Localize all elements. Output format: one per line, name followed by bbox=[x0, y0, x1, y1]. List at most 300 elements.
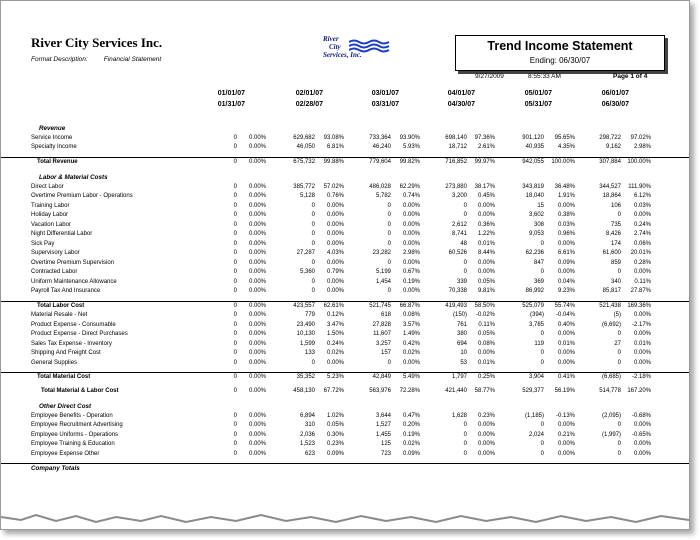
section-header bbox=[1, 124, 689, 134]
percent-cell: 0.00% bbox=[326, 359, 344, 366]
amount-cell: 0 bbox=[233, 278, 237, 285]
percent-cell: 99.88% bbox=[323, 158, 344, 165]
amount-cell: 0 bbox=[463, 431, 467, 438]
percent-cell: 167.20% bbox=[627, 387, 651, 394]
amount-cell: 60,526 bbox=[448, 250, 467, 256]
amount-cell: 5,360 bbox=[299, 269, 315, 275]
row-label: Material Resale - Net bbox=[31, 312, 88, 318]
percent-cell: 0.00% bbox=[557, 350, 575, 356]
amount-cell: 0 bbox=[233, 331, 237, 337]
percent-cell: 0.00% bbox=[248, 302, 266, 309]
percent-cell: 0.00% bbox=[326, 202, 344, 209]
table-row bbox=[1, 450, 689, 460]
amount-cell: 0 bbox=[617, 331, 621, 337]
table-row bbox=[1, 440, 689, 450]
period-start: 06/01/07 bbox=[601, 90, 629, 97]
period-header bbox=[185, 88, 245, 110]
percent-cell: 0.08% bbox=[477, 340, 495, 347]
amount-cell: 942,055 bbox=[522, 158, 544, 165]
amount-cell: 298,722 bbox=[599, 134, 621, 141]
percent-cell: 0.00% bbox=[633, 331, 651, 337]
percent-cell: -0.02% bbox=[475, 312, 495, 318]
amount-cell: 698,140 bbox=[445, 134, 467, 141]
amount-cell: 40,935 bbox=[525, 144, 544, 150]
percent-cell: 0.24% bbox=[326, 340, 344, 347]
percent-cell: 0.00% bbox=[477, 441, 495, 447]
percent-cell: 0.00% bbox=[248, 202, 266, 209]
percent-cell: 0.00% bbox=[248, 441, 266, 447]
amount-cell: 0 bbox=[463, 202, 467, 209]
percent-cell: 55.74% bbox=[554, 302, 575, 309]
section-header bbox=[1, 402, 689, 412]
amount-cell: 3,644 bbox=[375, 412, 391, 419]
percent-cell: 0.00% bbox=[248, 212, 266, 218]
percent-cell: 0.06% bbox=[633, 240, 651, 247]
percent-cell: 0.08% bbox=[402, 312, 420, 318]
amount-cell: 1,599 bbox=[299, 340, 315, 347]
amount-cell: 0 bbox=[233, 387, 237, 394]
amount-cell: 0 bbox=[387, 259, 391, 266]
percent-cell: 0.00% bbox=[557, 450, 575, 457]
amount-cell: 1,523 bbox=[299, 441, 315, 447]
row-label: Contracted Labor bbox=[31, 269, 78, 275]
amount-cell: 423,557 bbox=[293, 302, 315, 309]
row-label: Company Totals bbox=[31, 465, 80, 472]
row-label: Labor & Material Costs bbox=[39, 174, 108, 181]
percent-cell: 72.28% bbox=[399, 387, 420, 394]
amount-cell: 62,236 bbox=[525, 250, 544, 256]
table-row bbox=[1, 431, 689, 441]
amount-cell: 53 bbox=[460, 359, 467, 366]
percent-cell: 0.00% bbox=[248, 450, 266, 457]
amount-cell: 339 bbox=[456, 278, 467, 285]
percent-cell: 27.87% bbox=[630, 288, 651, 294]
percent-cell: 0.00% bbox=[402, 240, 420, 247]
percent-cell: 0.74% bbox=[402, 193, 420, 199]
amount-cell: 35,352 bbox=[296, 374, 315, 380]
amount-cell: 6,894 bbox=[299, 412, 315, 419]
amount-cell: 0 bbox=[311, 359, 315, 366]
amount-cell: 0 bbox=[311, 231, 315, 237]
amount-cell: 0 bbox=[233, 374, 237, 380]
table-row bbox=[1, 221, 689, 231]
amount-cell: 0 bbox=[233, 202, 237, 209]
percent-cell: 0.67% bbox=[402, 269, 420, 275]
percent-cell: 0.00% bbox=[248, 231, 266, 237]
table-row bbox=[1, 349, 689, 359]
amount-cell: 0 bbox=[233, 158, 237, 165]
row-label: Holiday Labor bbox=[31, 212, 69, 218]
percent-cell: 4.03% bbox=[326, 250, 344, 256]
amount-cell: 761 bbox=[456, 321, 467, 328]
amount-cell: 733,364 bbox=[369, 134, 391, 141]
amount-cell: (6,692) bbox=[601, 321, 621, 328]
amount-cell: 0 bbox=[463, 212, 467, 218]
percent-cell: 1.49% bbox=[402, 331, 420, 337]
amount-cell: 0 bbox=[311, 278, 315, 285]
row-label: Sick Pay bbox=[31, 240, 55, 247]
percent-cell: 0.00% bbox=[248, 374, 266, 380]
table-row bbox=[1, 321, 689, 331]
percent-cell: 93.08% bbox=[323, 134, 344, 141]
amount-cell: 0 bbox=[233, 231, 237, 237]
percent-cell: 5.93% bbox=[402, 144, 420, 150]
percent-cell: 0.00% bbox=[248, 431, 266, 438]
percent-cell: 0.00% bbox=[248, 158, 266, 165]
amount-cell: 15 bbox=[537, 202, 544, 209]
row-label: Total Revenue bbox=[37, 158, 78, 165]
percent-cell: 0.21% bbox=[557, 431, 575, 438]
percent-cell: 0.04% bbox=[557, 278, 575, 285]
row-label: Employee Recruitment Advertising bbox=[31, 422, 123, 428]
percent-cell: 0.00% bbox=[477, 259, 495, 266]
amount-cell: 5,128 bbox=[299, 193, 315, 199]
period-start: 03/01/07 bbox=[371, 90, 399, 97]
amount-cell: 0 bbox=[387, 359, 391, 366]
amount-cell: 419,493 bbox=[445, 302, 467, 309]
percent-cell: 0.00% bbox=[402, 202, 420, 209]
period-headers bbox=[1, 88, 689, 112]
percent-cell: 0.00% bbox=[248, 387, 266, 394]
amount-cell: 174 bbox=[610, 240, 621, 247]
percent-cell: 0.00% bbox=[557, 202, 575, 209]
percent-cell: 67.72% bbox=[323, 387, 344, 394]
amount-cell: 0 bbox=[233, 321, 237, 328]
amount-cell: 779 bbox=[304, 312, 315, 318]
amount-cell: 27,828 bbox=[372, 321, 391, 328]
report-date: 9/27/2009 bbox=[475, 73, 504, 80]
amount-cell: 0 bbox=[540, 450, 544, 457]
percent-cell: 6.81% bbox=[326, 144, 344, 150]
percent-cell: 0.00% bbox=[633, 441, 651, 447]
percent-cell: 0.00% bbox=[402, 212, 420, 218]
table-row bbox=[1, 340, 689, 350]
percent-cell: 0.11% bbox=[478, 321, 495, 328]
amount-cell: 0 bbox=[233, 350, 237, 356]
period-header bbox=[492, 88, 552, 110]
amount-cell: 10,130 bbox=[296, 331, 315, 337]
amount-cell: 380 bbox=[456, 331, 467, 337]
percent-cell: 0.38% bbox=[557, 212, 575, 218]
amount-cell: 0 bbox=[617, 212, 621, 218]
table-row bbox=[1, 192, 689, 202]
amount-cell: 86,992 bbox=[525, 288, 544, 294]
amount-cell: 0 bbox=[233, 269, 237, 275]
amount-cell: 0 bbox=[233, 450, 237, 457]
percent-cell: 0.00% bbox=[402, 259, 420, 266]
amount-cell: 27 bbox=[614, 340, 621, 347]
row-label: Sales Tax Expense - Inventory bbox=[31, 340, 112, 347]
logo-text bbox=[323, 35, 362, 59]
period-start: 04/01/07 bbox=[447, 90, 475, 97]
percent-cell: 95.65% bbox=[554, 134, 575, 141]
table-row bbox=[1, 268, 689, 278]
amount-cell: (394) bbox=[529, 312, 544, 318]
amount-cell: 521,438 bbox=[599, 302, 621, 309]
amount-cell: 340 bbox=[610, 278, 621, 285]
amount-cell: 133 bbox=[304, 350, 315, 356]
percent-cell: 56.19% bbox=[554, 387, 575, 394]
percent-cell: 0.40% bbox=[557, 321, 575, 328]
percent-cell: 0.00% bbox=[248, 278, 266, 285]
amount-cell: 343,819 bbox=[522, 183, 544, 190]
percent-cell: 0.00% bbox=[248, 250, 266, 256]
amount-cell: 563,976 bbox=[369, 387, 391, 394]
table-row bbox=[1, 249, 689, 259]
amount-cell: 0 bbox=[540, 240, 544, 247]
amount-cell: 0 bbox=[617, 359, 621, 366]
percent-cell: 6.61% bbox=[557, 250, 575, 256]
amount-cell: 0 bbox=[233, 240, 237, 247]
company-totals bbox=[1, 463, 689, 474]
period-end: 06/30/07 bbox=[601, 101, 629, 108]
percent-cell: 0.42% bbox=[402, 340, 420, 347]
amount-cell: 0 bbox=[233, 340, 237, 347]
percent-cell: 0.00% bbox=[326, 212, 344, 218]
row-label: Night Differential Labor bbox=[31, 231, 93, 237]
period-header bbox=[569, 88, 629, 110]
amount-cell: 46,240 bbox=[372, 144, 391, 150]
percent-cell: 0.03% bbox=[633, 202, 651, 209]
row-label: Total Material Cost bbox=[37, 374, 91, 380]
amount-cell: (5) bbox=[613, 312, 621, 318]
period-header bbox=[415, 88, 475, 110]
table-row bbox=[1, 134, 689, 144]
percent-cell: 0.02% bbox=[402, 350, 420, 356]
percent-cell: 100.00% bbox=[551, 158, 575, 165]
percent-cell: 0.00% bbox=[633, 450, 651, 457]
row-label: Overtime Premium Labor - Operations bbox=[31, 193, 133, 199]
amount-cell: 716,852 bbox=[445, 158, 467, 165]
row-label: Service Income bbox=[31, 134, 73, 141]
amount-cell: 1,797 bbox=[451, 374, 467, 380]
percent-cell: 0.00% bbox=[633, 422, 651, 428]
percent-cell: 9.81% bbox=[477, 288, 495, 294]
table-row bbox=[1, 359, 689, 369]
amount-cell: 3,200 bbox=[451, 193, 467, 199]
percent-cell: 57.02% bbox=[323, 183, 344, 190]
row-label: Total Labor Cost bbox=[37, 302, 85, 309]
period-end: 03/31/07 bbox=[371, 101, 399, 108]
percent-cell: 0.02% bbox=[402, 441, 420, 447]
amount-cell: 0 bbox=[311, 288, 315, 294]
percent-cell: 111.90% bbox=[628, 183, 651, 190]
amount-cell: (2,095) bbox=[601, 412, 621, 419]
logo-line-3: Services, Inc. bbox=[323, 51, 362, 59]
percent-cell: 0.00% bbox=[477, 202, 495, 209]
amount-cell: 106 bbox=[610, 202, 621, 209]
amount-cell: 369 bbox=[533, 278, 544, 285]
amount-cell: 344,527 bbox=[599, 183, 621, 190]
period-header bbox=[339, 88, 399, 110]
percent-cell: 0.00% bbox=[326, 231, 344, 237]
percent-cell: 0.00% bbox=[477, 450, 495, 457]
amount-cell: 0 bbox=[233, 312, 237, 318]
format-value: Financial Statement bbox=[103, 56, 162, 63]
amount-cell: 8,741 bbox=[451, 231, 467, 237]
row-label: Overtime Premium Supervision bbox=[31, 259, 115, 266]
percent-cell: 58.77% bbox=[474, 387, 495, 394]
percent-cell: 1.91% bbox=[557, 193, 575, 199]
amount-cell: 0 bbox=[233, 259, 237, 266]
torn-edge bbox=[1, 507, 689, 530]
amount-cell: 85,817 bbox=[602, 288, 621, 294]
percent-cell: 0.00% bbox=[326, 288, 344, 294]
amount-cell: 0 bbox=[463, 441, 467, 447]
percent-cell: 0.00% bbox=[557, 269, 575, 275]
percent-cell: -0.68% bbox=[631, 412, 651, 419]
report-title: Trend Income Statement bbox=[487, 39, 633, 53]
percent-cell: -0.04% bbox=[555, 312, 575, 318]
row-label: Vacation Labor bbox=[31, 221, 71, 228]
amount-cell: 0 bbox=[233, 441, 237, 447]
amount-cell: 9,053 bbox=[528, 231, 544, 237]
percent-cell: 0.02% bbox=[326, 350, 344, 356]
percent-cell: 93.90% bbox=[399, 134, 420, 141]
percent-cell: 0.00% bbox=[326, 278, 344, 285]
percent-cell: 20.01% bbox=[630, 250, 651, 256]
percent-cell: 36.48% bbox=[554, 183, 575, 190]
amount-cell: (1,997) bbox=[601, 431, 621, 438]
company-logo bbox=[323, 35, 393, 67]
percent-cell: 0.00% bbox=[326, 221, 344, 228]
percent-cell: 38.17% bbox=[474, 183, 495, 190]
percent-cell: 0.00% bbox=[477, 269, 495, 275]
row-label: Training Labor bbox=[31, 202, 70, 209]
amount-cell: 0 bbox=[540, 422, 544, 428]
amount-cell: (6,685) bbox=[601, 374, 621, 380]
amount-cell: 723 bbox=[380, 450, 391, 457]
report-ending: Ending: 06/30/07 bbox=[529, 56, 591, 65]
amount-cell: 0 bbox=[311, 221, 315, 228]
percent-cell: 0.01% bbox=[557, 340, 575, 347]
report-time: 8:55:33 AM bbox=[528, 73, 561, 80]
percent-cell: 0.00% bbox=[248, 331, 266, 337]
amount-cell: 0 bbox=[233, 183, 237, 190]
percent-cell: 1.02% bbox=[326, 412, 344, 419]
percent-cell: 0.19% bbox=[402, 431, 420, 438]
percent-cell: 0.25% bbox=[477, 374, 495, 380]
percent-cell: 0.00% bbox=[326, 259, 344, 266]
percent-cell: 0.30% bbox=[326, 431, 344, 438]
amount-cell: 157 bbox=[380, 350, 391, 356]
percent-cell: 0.23% bbox=[326, 441, 344, 447]
company-name: River City Services Inc. bbox=[31, 35, 163, 50]
amount-cell: 486,028 bbox=[369, 183, 391, 190]
amount-cell: 1,527 bbox=[375, 422, 391, 428]
amount-cell: 3,257 bbox=[375, 340, 391, 347]
amount-cell: 2,024 bbox=[528, 431, 544, 438]
amount-cell: 0 bbox=[233, 134, 237, 141]
percent-cell: 0.09% bbox=[402, 450, 420, 457]
table-row bbox=[1, 230, 689, 240]
percent-cell: -0.13% bbox=[555, 412, 575, 419]
amount-cell: 0 bbox=[387, 240, 391, 247]
percent-cell: 0.01% bbox=[477, 240, 495, 247]
amount-cell: 458,130 bbox=[293, 387, 315, 394]
table-row bbox=[1, 287, 689, 297]
percent-cell: 99.97% bbox=[474, 158, 495, 165]
percent-cell: 0.00% bbox=[248, 312, 266, 318]
amount-cell: 3,785 bbox=[528, 321, 544, 328]
percent-cell: 97.36% bbox=[474, 134, 495, 141]
amount-cell: 735 bbox=[610, 221, 621, 228]
amount-cell: 307,884 bbox=[599, 158, 621, 165]
percent-cell: 0.00% bbox=[248, 422, 266, 428]
amount-cell: 0 bbox=[233, 412, 237, 419]
row-label: Payroll Tax And Insurance bbox=[31, 288, 101, 294]
amount-cell: 514,778 bbox=[599, 387, 621, 394]
amount-cell: 0 bbox=[617, 441, 621, 447]
table-row bbox=[1, 211, 689, 221]
row-label: Employee Training & Education bbox=[31, 441, 115, 447]
amount-cell: 2,612 bbox=[451, 221, 467, 228]
amount-cell: 1,454 bbox=[375, 278, 391, 285]
row-label: General Supplies bbox=[31, 359, 78, 366]
amount-cell: 61,600 bbox=[602, 250, 621, 256]
percent-cell: 0.47% bbox=[402, 412, 420, 419]
total-row bbox=[1, 301, 689, 312]
amount-cell: 0 bbox=[617, 450, 621, 457]
row-label: Shipping And Freight Cost bbox=[31, 350, 101, 356]
percent-cell: 0.00% bbox=[248, 144, 266, 150]
amount-cell: 0 bbox=[617, 350, 621, 356]
percent-cell: 0.00% bbox=[477, 422, 495, 428]
percent-cell: 0.00% bbox=[248, 340, 266, 347]
table-row bbox=[1, 183, 689, 193]
percent-cell: 5.49% bbox=[402, 374, 420, 380]
percent-cell: 62.61% bbox=[323, 302, 344, 309]
amount-cell: 0 bbox=[387, 231, 391, 237]
amount-cell: 0 bbox=[387, 221, 391, 228]
percent-cell: 0.05% bbox=[326, 422, 344, 428]
amount-cell: 42,849 bbox=[372, 374, 391, 380]
amount-cell: 308 bbox=[533, 221, 544, 228]
percent-cell: 0.23% bbox=[477, 412, 495, 419]
percent-cell: 0.96% bbox=[557, 231, 575, 237]
amount-cell: 421,440 bbox=[445, 387, 467, 394]
percent-cell: 8.44% bbox=[477, 250, 495, 256]
amount-cell: 0 bbox=[311, 240, 315, 247]
percent-cell: 0.00% bbox=[326, 240, 344, 247]
amount-cell: 5,199 bbox=[375, 269, 391, 275]
amount-cell: (1,185) bbox=[524, 412, 544, 419]
amount-cell: 27,287 bbox=[296, 250, 315, 256]
percent-cell: 100.00% bbox=[627, 158, 651, 165]
percent-cell: 0.01% bbox=[633, 340, 651, 347]
period-header bbox=[263, 88, 323, 110]
percent-cell: 0.00% bbox=[402, 288, 420, 294]
amount-cell: 0 bbox=[540, 269, 544, 275]
amount-cell: 0 bbox=[233, 144, 237, 150]
percent-cell: 169.36% bbox=[627, 302, 651, 309]
row-label: Product Expense - Direct Purchases bbox=[31, 331, 128, 337]
percent-cell: 0.00% bbox=[633, 212, 651, 218]
logo-line-2: City bbox=[329, 43, 341, 51]
table-row bbox=[1, 311, 689, 321]
percent-cell: 0.24% bbox=[633, 221, 651, 228]
amount-cell: 0 bbox=[233, 212, 237, 218]
percent-cell: -2.17% bbox=[631, 321, 651, 328]
percent-cell: 58.50% bbox=[474, 302, 495, 309]
amount-cell: 48 bbox=[460, 240, 467, 247]
amount-cell: 779,604 bbox=[369, 158, 391, 165]
amount-cell: 0 bbox=[540, 359, 544, 366]
amount-cell: 10 bbox=[460, 350, 467, 356]
amount-cell: 0 bbox=[463, 422, 467, 428]
amount-cell: 859 bbox=[610, 259, 621, 266]
period-end: 05/31/07 bbox=[524, 101, 552, 108]
